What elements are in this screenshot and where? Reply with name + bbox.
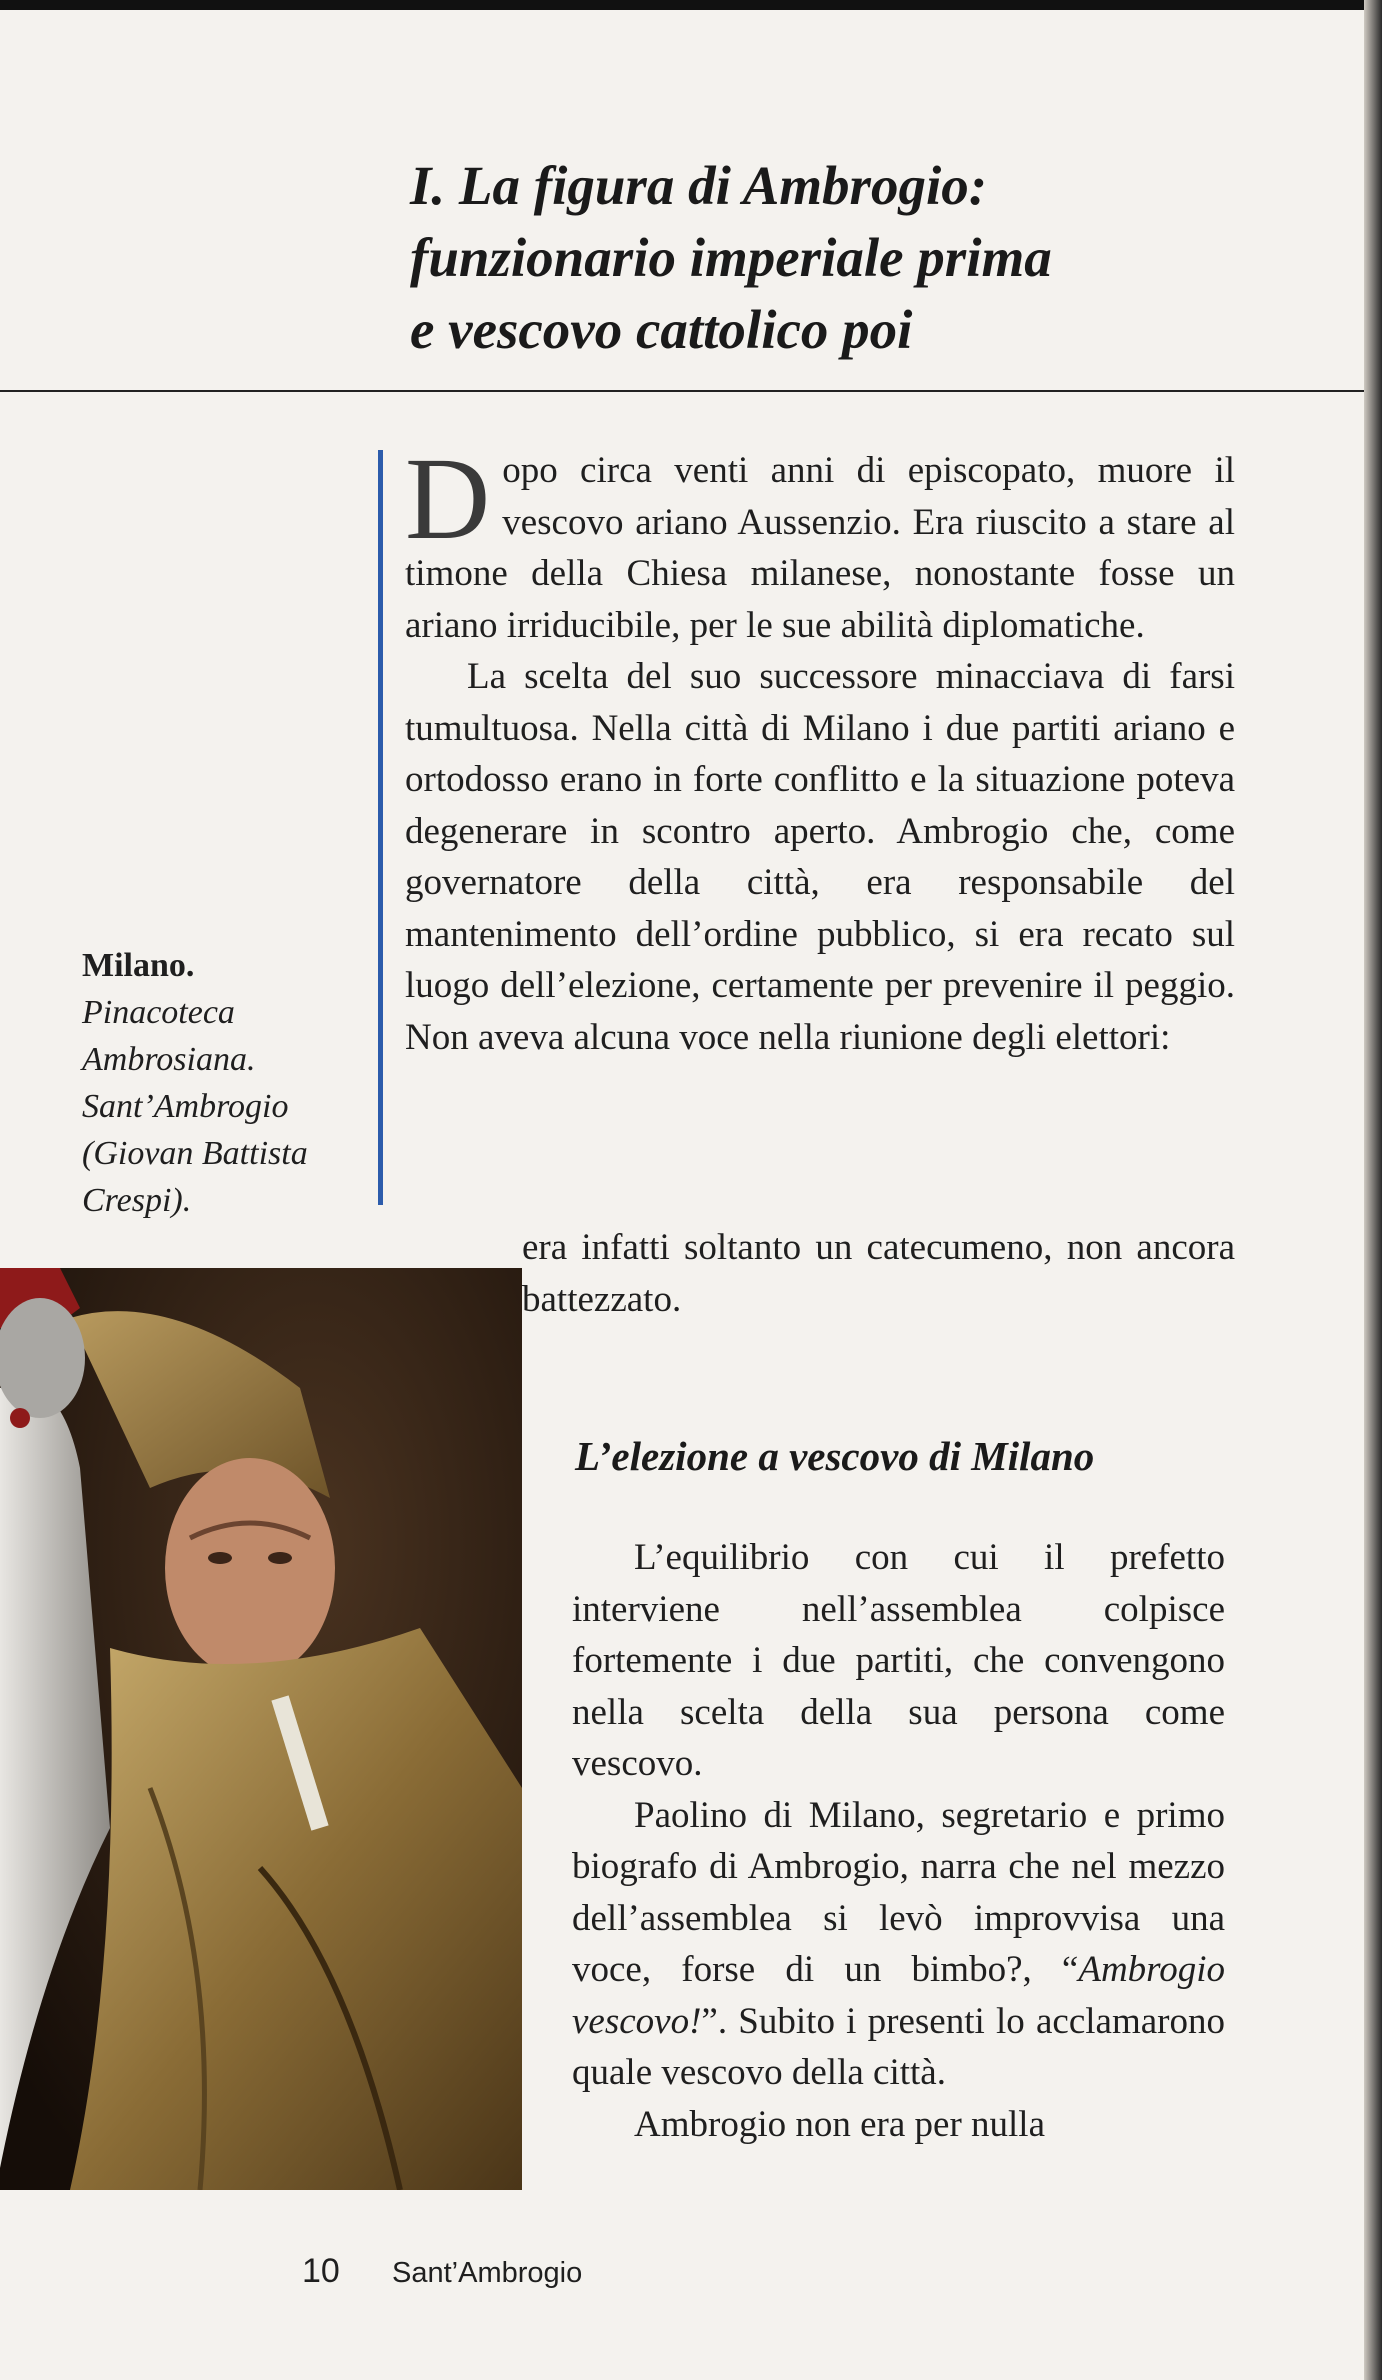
title-divider xyxy=(0,390,1364,392)
section-paragraph-2-end: ”. Subito i presenti lo acclamarono quale vescovo della città. xyxy=(572,2000,1225,2093)
caption-line: (Giovan Battista xyxy=(82,1135,308,1172)
chapter-title xyxy=(410,150,1210,366)
intro-continuation xyxy=(522,1222,1235,1325)
section-paragraph-1: L’equilibrio con cui il prefetto interviene nell’assemblea colpisce fortemente i due partiti, che convengono nella scelta della sua persona come vescovo. xyxy=(572,1537,1225,1784)
section-paragraph-2 xyxy=(572,1790,1225,2099)
page-number: 10 xyxy=(302,2252,340,2290)
painting-image xyxy=(0,1268,522,2190)
saint-ambrose-portrait-icon xyxy=(0,1268,522,2190)
intro-paragraph-1 xyxy=(405,433,1235,651)
caption-line: Ambrosiana. xyxy=(82,1041,256,1078)
section-paragraph-2-text: Paolino di Milano, segretario e primo biografo di Ambrogio, narra che nel mezzo dell’assemblea si levò improvvisa una voce, forse di un bimbo?, “ xyxy=(572,1794,1225,1990)
chapter-title-line: e vescovo cattolico poi xyxy=(410,299,913,360)
section-paragraph-3: Ambrogio non era per nulla xyxy=(634,2103,1045,2145)
scan-edge-right xyxy=(1364,0,1382,2380)
intro-paragraph-1-text: opo circa venti anni di episcopato, muore il vescovo ariano Aussenzio. Era riuscito a stare al timone della Chiesa milanese, nonostante fosse un ariano irriducibile, per le sue abilità diplomatiche. xyxy=(405,450,1235,646)
drop-cap: D xyxy=(405,433,491,564)
section-column xyxy=(572,1532,1225,2150)
intro-paragraph-2: La scelta del suo successore minacciava di farsi tumultuosa. Nella città di Milano i due partiti ariano e ortodosso erano in forte conflitto e la situazione poteva degenerare in scontro aperto. Ambrogio che, come governatore della città, era responsabile del mantenimento dell’ordine pubblico, si era recato sul luogo dell’elezione, certamente per prevenire il peggio. Non aveva alcuna voce nella riunione degli elettori: xyxy=(405,656,1235,1058)
chapter-title-line: I. La figura di Ambrogio: xyxy=(410,155,988,216)
scan-edge-top xyxy=(0,0,1382,10)
intro-paragraph-2-continuation: era infatti soltanto un catecumeno, non ancora battezzato. xyxy=(522,1227,1235,1320)
intro-column xyxy=(405,433,1235,1063)
caption-title: Milano. xyxy=(82,947,195,984)
section-title: L’elezione a vescovo di Milano xyxy=(575,1433,1095,1479)
caption-line: Sant’Ambrogio xyxy=(82,1088,289,1125)
caption-line: Crespi). xyxy=(82,1182,192,1219)
image-caption xyxy=(82,942,382,1224)
quote-text: Ambrogio vescovo! xyxy=(572,1949,1225,2042)
caption-line: Pinacoteca xyxy=(82,994,235,1031)
chapter-title-line: funzionario imperiale prima xyxy=(410,227,1052,288)
running-head: Sant’Ambrogio xyxy=(392,2257,583,2289)
